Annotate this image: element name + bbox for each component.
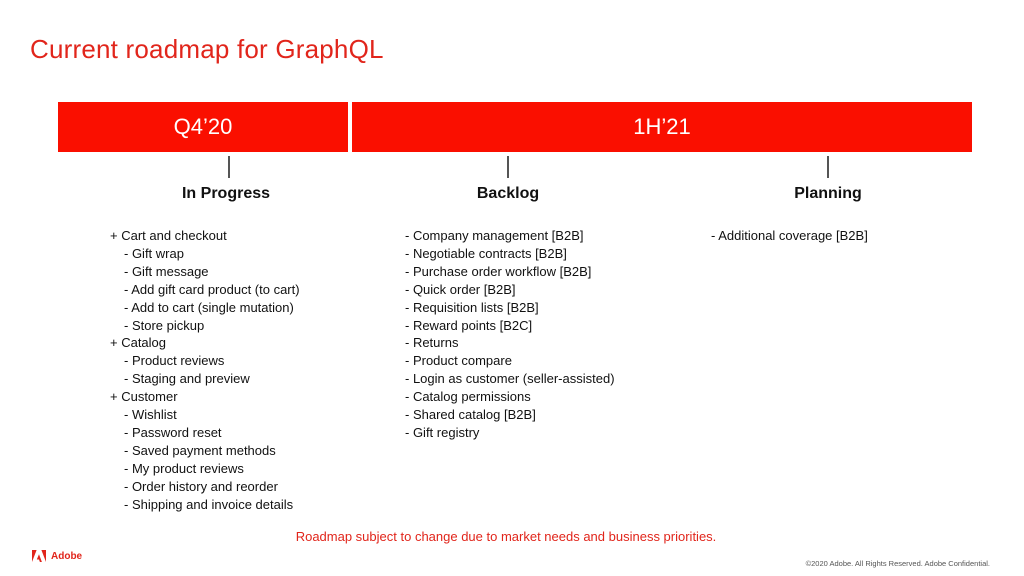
- footer-note: Roadmap subject to change due to market needs and business priorities.: [295, 529, 717, 544]
- slide-title: Current roadmap for GraphQL: [30, 34, 384, 64]
- list-item: - Reward points [B2C]: [405, 317, 533, 333]
- list-item: - Shared catalog [B2B]: [405, 407, 536, 423]
- list-item: - Saved payment methods: [124, 442, 276, 458]
- list-item: - Product compare: [405, 353, 512, 369]
- brand-name: Adobe: [51, 550, 83, 562]
- list-item: - Order history and reorder: [124, 478, 278, 494]
- list-item: - Company management [B2B]: [405, 228, 584, 243]
- brand-logo: [32, 550, 82, 562]
- list-item: - Catalog permissions: [405, 389, 531, 405]
- list-item: - Additional coverage [B2B]: [711, 228, 868, 243]
- planning-list: [711, 227, 868, 245]
- period-band-1h-21: [352, 102, 972, 152]
- in-progress-list: [110, 227, 300, 514]
- list-item: - Purchase order workflow [B2B]: [405, 263, 592, 279]
- list-item: - Wishlist: [124, 407, 177, 423]
- list-item: - Gift registry: [405, 424, 480, 440]
- period-band-q4-20: [58, 102, 348, 152]
- adobe-logo-icon: [32, 550, 46, 562]
- list-item: - Requisition lists [B2B]: [405, 299, 539, 315]
- backlog-list: [405, 227, 615, 442]
- tick-planning: [827, 156, 829, 178]
- period-label-q4-20: Q4’20: [173, 114, 233, 139]
- column-heading-backlog: Backlog: [476, 185, 540, 202]
- list-item: - Negotiable contracts [B2B]: [405, 245, 567, 261]
- list-item: + Cart and checkout: [110, 228, 227, 243]
- list-item: - Shipping and invoice details: [124, 496, 294, 512]
- column-heading-in-progress: In Progress: [181, 185, 271, 202]
- list-item: - Gift message: [124, 263, 209, 279]
- list-item: - Add gift card product (to cart): [124, 281, 300, 297]
- tick-in-progress: [228, 156, 230, 178]
- list-item: - Login as customer (seller-assisted): [405, 371, 615, 387]
- list-item: - Quick order [B2B]: [405, 281, 516, 297]
- list-item: - Add to cart (single mutation): [124, 299, 294, 315]
- list-item: - Password reset: [124, 424, 222, 440]
- list-item: - Store pickup: [124, 317, 205, 333]
- period-label-1h-21: 1H’21: [633, 114, 691, 139]
- list-item: + Catalog: [110, 335, 167, 351]
- list-item: - Product reviews: [124, 353, 225, 369]
- copyright-notice: ©2020 Adobe. All Rights Reserved. Adobe Confidential.: [805, 559, 990, 568]
- list-item: - Returns: [405, 335, 459, 351]
- list-item: - Staging and preview: [124, 371, 250, 387]
- column-heading-planning: Planning: [794, 185, 862, 202]
- tick-backlog: [507, 156, 509, 178]
- list-item: + Customer: [110, 389, 178, 405]
- list-item: - Gift wrap: [124, 245, 184, 261]
- list-item: - My product reviews: [124, 460, 244, 476]
